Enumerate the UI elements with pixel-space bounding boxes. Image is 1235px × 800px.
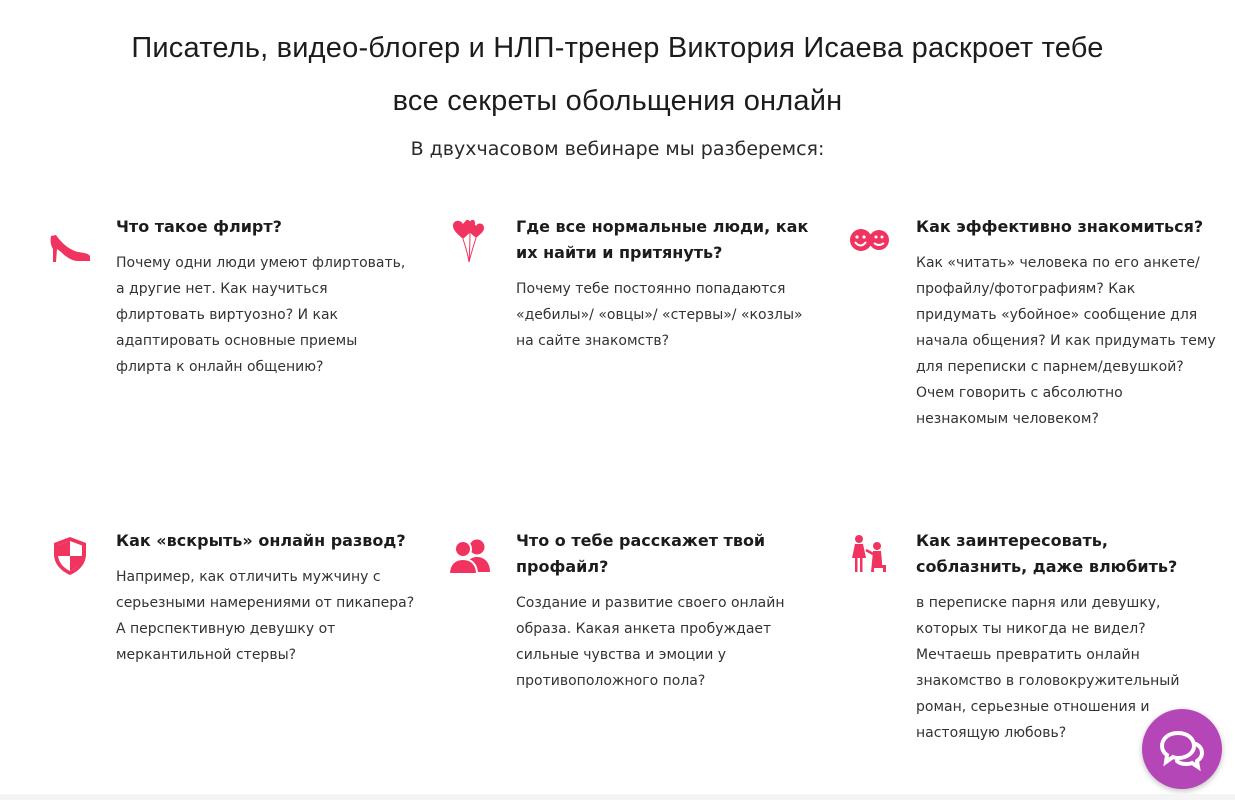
proposal-icon bbox=[848, 532, 892, 576]
feature-meet bbox=[916, 214, 1216, 432]
heading-line-2: все секреты обольщения онлайн bbox=[392, 85, 843, 117]
shield-icon bbox=[48, 534, 92, 578]
feature-scam bbox=[116, 528, 416, 668]
feature-text: Например, как отличить мужчину с серьезными намерениями от пикапера? А перспективную девушку от меркантильной стервы? bbox=[116, 569, 415, 663]
high-heel-shoe-icon bbox=[48, 222, 92, 266]
bottom-divider bbox=[0, 794, 1235, 800]
feature-title: Где все нормальные люди, как их найти и притянуть? bbox=[516, 217, 809, 262]
feature-flirt bbox=[116, 214, 416, 380]
heading-line-1: Писатель, видео-блогер и НЛП-тренер Виктория Исаева раскроет тебе bbox=[131, 32, 1104, 64]
feature-text: Почему тебе постоянно попадаются «дебилы»/ «овцы»/ «стервы»/ «козлы» на сайте знакомств? bbox=[516, 281, 803, 349]
chat-bubbles-icon bbox=[1158, 725, 1206, 773]
feature-title: Как «вскрыть» онлайн развод? bbox=[116, 531, 406, 550]
feature-text: Создание и развитие своего онлайн образа. Какая анкета пробуждает сильные чувства и эмоции у противоположного пола? bbox=[516, 595, 785, 689]
feature-title: Что о тебе расскажет твой профайл? bbox=[516, 531, 766, 576]
feature-profile bbox=[516, 528, 816, 694]
feature-title: Как заинтересовать, соблазнить, даже влюбить? bbox=[916, 531, 1178, 576]
page-heading bbox=[0, 22, 1235, 128]
feature-text: Как «читать» человека по его анкете/профайлу/фотографиям? Как придумать «убойное» сообщение для начала общения? И как придумать тему для переписки с парнем/девушкой? Очем говорить с абсолютно незнакомым человеком? bbox=[916, 255, 1216, 427]
smiley-faces-icon bbox=[848, 222, 892, 266]
feature-text: Почему одни люди умеют флиртовать, а другие нет. Как научиться флиртовать виртуозно? И как адаптировать основные приемы флирта к онлайн общению? bbox=[116, 255, 406, 375]
feature-text: в переписке парня или девушку, которых ты никогда не видел? Мечтаешь превратить онлайн знакомство в головокружительный роман, серьезные отношения и настоящую любовь? bbox=[916, 595, 1180, 741]
heart-balloons-icon bbox=[448, 216, 492, 266]
users-icon bbox=[448, 534, 492, 578]
chat-button[interactable] bbox=[1142, 709, 1222, 789]
feature-find-people bbox=[516, 214, 816, 354]
subheading: В двухчасовом вебинаре мы разберемся: bbox=[410, 138, 825, 160]
feature-title: Как эффективно знакомиться? bbox=[916, 217, 1204, 236]
feature-title: Что такое флирт? bbox=[116, 217, 282, 236]
